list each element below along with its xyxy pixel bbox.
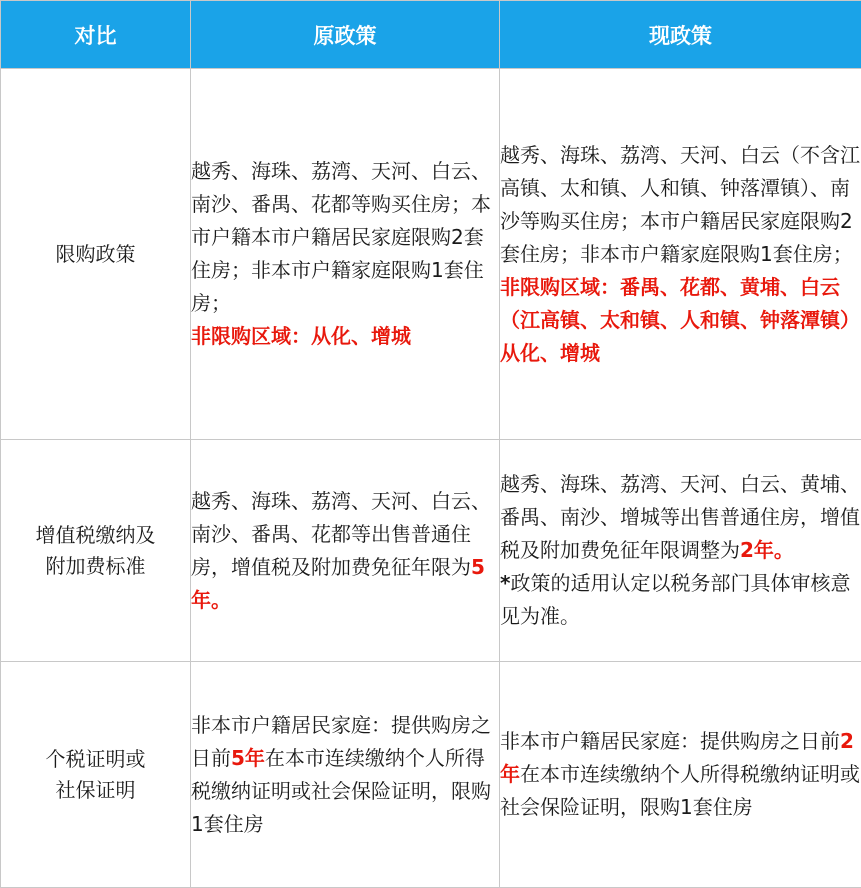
new-policy-cell: [500, 69, 861, 440]
old-policy-highlight: 非限购区域：从化、增城: [191, 320, 499, 353]
old-policy-cell: [191, 440, 500, 662]
row-label-line1: 增值税缴纳及: [1, 520, 190, 551]
table-row-vat: [1, 440, 861, 662]
table-row-tax-proof: [1, 662, 861, 888]
new-policy-text-before: 非本市户籍居民家庭：提供购房之日前: [500, 729, 840, 753]
row-label-text: 限购政策: [56, 242, 136, 266]
row-label-line1: 个税证明或: [1, 744, 190, 775]
note-asterisk: *: [500, 571, 510, 595]
row-label: [1, 69, 191, 440]
header-compare: 对比: [1, 1, 191, 69]
old-policy-text-after: 在本市连续缴纳个人所得税缴纳证明或社会保险证明，限购1套住房: [191, 746, 491, 836]
new-policy-highlight: 2年: [500, 729, 854, 786]
new-policy-cell: [500, 662, 861, 888]
header-new-policy: 现政策: [500, 1, 861, 69]
header-old-policy: 原政策: [191, 1, 500, 69]
new-policy-highlight: 非限购区域：番禺、花都、黄埔、白云（江高镇、太和镇、人和镇、钟落潭镇）从化、增城: [500, 271, 861, 370]
new-policy-text-after: 在本市连续缴纳个人所得税缴纳证明或社会保险证明，限购1套住房: [500, 762, 860, 819]
row-label-line2: 附加费标准: [1, 551, 190, 582]
old-policy-cell: [191, 662, 500, 888]
old-policy-cell: [191, 69, 500, 440]
row-label: [1, 440, 191, 662]
new-policy-highlight: 2年。: [740, 538, 794, 562]
table-row-purchase-restriction: [1, 69, 861, 440]
old-policy-text: 越秀、海珠、荔湾、天河、白云、南沙、番禺、花都等购买住房；本市户籍本市户籍居民家庭限购2套住房；非本市户籍家庭限购1套住房；: [191, 159, 491, 315]
policy-note: [500, 567, 861, 633]
table-header-row: [1, 1, 861, 69]
old-policy-highlight: 5年: [231, 746, 265, 770]
old-policy-text: 越秀、海珠、荔湾、天河、白云、南沙、番禺、花都等出售普通住房，增值税及附加费免征年限为: [191, 489, 491, 579]
row-label: [1, 662, 191, 888]
row-label-line2: 社保证明: [1, 775, 190, 806]
new-policy-cell: [500, 440, 861, 662]
old-policy-text-before: 非本市户籍居民家庭：提供购房之日前: [191, 713, 491, 770]
note-text: 政策的适用认定以税务部门具体审核意见为准。: [500, 571, 850, 628]
new-policy-text: 越秀、海珠、荔湾、天河、白云（不含江高镇、太和镇、人和镇、钟落潭镇）、南沙等购买住房；本市户籍居民家庭限购2套住房；非本市户籍家庭限购1套住房；: [500, 143, 860, 266]
new-policy-text: 越秀、海珠、荔湾、天河、白云、黄埔、番禺、南沙、增城等出售普通住房，增值税及附加费免征年限调整为: [500, 472, 860, 562]
old-policy-highlight: 5年。: [191, 555, 485, 612]
